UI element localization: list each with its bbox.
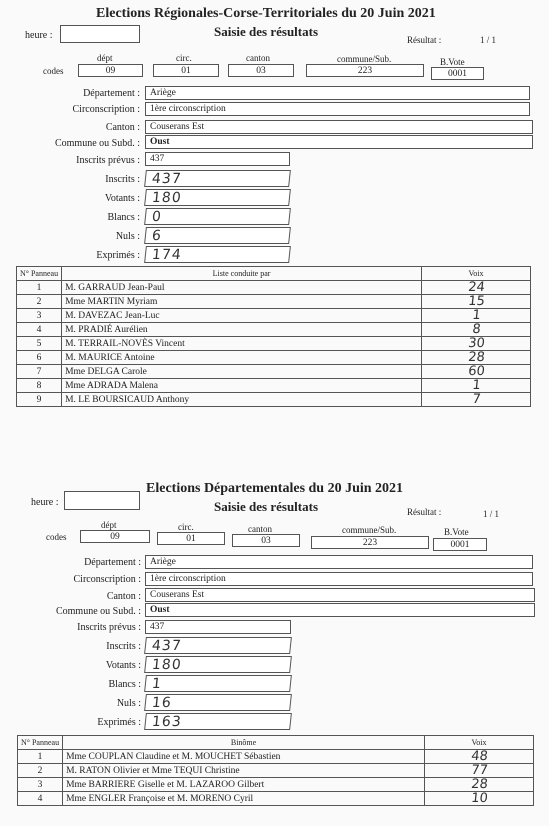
page-subtitle: Saisie des résultats [214,24,318,39]
voix-value[interactable]: 7 [421,393,531,407]
commune-label: commune/Sub. [342,525,397,535]
blancs-label: Blancs : [108,679,141,690]
voix-value[interactable]: 1 [421,379,531,393]
dept-field[interactable]: 09 [80,530,150,543]
table-row [18,778,534,792]
candidate-name: M. RATON Olivier et Mme TEQUI Christine [63,764,425,778]
col-voix-header: Voix [425,736,534,750]
circ-field[interactable]: 01 [153,64,219,77]
panneau-number: 1 [18,750,63,764]
departement-field[interactable]: Ariège [145,86,530,100]
col-panneau-header: N° Panneau [18,736,63,750]
codes-label: codes [46,532,67,542]
canton-name-label: Canton : [105,122,140,133]
panneau-number: 7 [17,365,62,379]
inscrits-prevus-label: Inscrits prévus : [76,155,140,166]
bvote-field[interactable]: 0001 [433,538,487,551]
blancs-label: Blancs : [107,212,140,223]
panneau-number: 1 [17,281,62,295]
col-panneau-header: N° Panneau [17,267,62,281]
commune-field[interactable]: 223 [306,64,424,77]
table-row [17,365,531,379]
commune-name-field[interactable]: Oust [145,603,535,617]
circ-label: circ. [178,522,194,532]
inscrits-prevus-field[interactable]: 437 [145,620,291,634]
canton-label: canton [246,53,270,63]
table-row [17,337,531,351]
inscrits-field[interactable]: 437 [144,170,291,187]
voix-value[interactable]: 15 [421,295,531,309]
table-row [17,309,531,323]
panneau-number: 2 [18,764,63,778]
dept-label: dépt [101,520,117,530]
inscrits-label: Inscrits : [105,174,140,185]
departement-label: Département : [84,557,141,568]
candidate-name: M. DAVEZAC Jean-Luc [62,309,422,323]
col-liste-header: Liste conduite par [62,267,422,281]
votants-label: Votants : [104,193,140,204]
circonscription-field[interactable]: 1ère circonscription [145,102,530,116]
nuls-field[interactable]: 6 [144,227,291,244]
table-row [18,750,534,764]
resultat-label: Résultat : [407,507,442,517]
candidate-name: M. TERRAIL-NOVÈS Vincent [62,337,422,351]
canton-field[interactable]: 03 [232,534,300,547]
table-row [17,323,531,337]
bvote-label: B.Vote [440,57,465,67]
candidate-name: Mme COUPLAN Claudine et M. MOUCHET Sébastien [63,750,425,764]
canton-label: canton [248,524,272,534]
panneau-number: 4 [17,323,62,337]
voix-value[interactable]: 30 [421,337,531,351]
inscrits-prevus-label: Inscrits prévus : [77,622,141,633]
exprimes-field[interactable]: 163 [144,713,292,730]
voix-value[interactable]: 10 [424,792,534,806]
blancs-field[interactable]: 1 [144,675,292,692]
dept-field[interactable]: 09 [78,64,143,77]
votants-field[interactable]: 180 [144,189,291,206]
col-voix-header: Voix [422,267,531,281]
nuls-label: Nuls : [116,698,141,709]
departement-field[interactable]: Ariège [145,555,533,569]
page-counter: 1 / 1 [483,509,500,519]
page-subtitle: Saisie des résultats [214,499,318,514]
canton-name-field[interactable]: Couserans Est [145,120,533,134]
departementales-results-table [17,735,534,806]
table-row [18,764,534,778]
panneau-number: 8 [17,379,62,393]
nuls-label: Nuls : [115,231,140,242]
voix-value[interactable]: 60 [421,365,531,379]
voix-value[interactable]: 28 [421,351,531,365]
page-title: Elections Départementales du 20 Juin 2021 [146,481,404,496]
candidate-name: M. PRADIÉ Aurélien [62,323,422,337]
candidate-name: Mme ENGLER Françoise et M. MORENO Cyril [63,792,425,806]
candidate-name: M. MAURICE Antoine [62,351,422,365]
panneau-number: 4 [18,792,63,806]
heure-label: heure : [25,30,53,41]
votants-field[interactable]: 180 [144,656,292,673]
table-row [17,379,531,393]
codes-label: codes [43,66,64,76]
circonscription-field[interactable]: 1ère circonscription [145,572,533,586]
heure-field[interactable] [64,491,140,510]
canton-name-field[interactable]: Couserans Est [145,588,535,602]
candidate-name: M. GARRAUD Jean-Paul [62,281,422,295]
canton-name-label: Canton : [106,591,141,602]
circ-label: circ. [176,53,192,63]
voix-value[interactable]: 28 [424,778,534,792]
inscrits-label: Inscrits : [106,641,141,652]
candidate-name: Mme BARRIERE Giselle et M. LAZAROO Gilbert [63,778,425,792]
canton-field[interactable]: 03 [228,64,294,77]
bvote-label: B.Vote [444,527,469,537]
panneau-number: 2 [17,295,62,309]
circonscription-label: Circonscription : [73,574,141,585]
nuls-field[interactable]: 16 [144,694,292,711]
commune-name-label: Commune ou Subd. : [54,138,140,149]
candidate-name: M. LE BOURSICAUD Anthony [62,393,422,407]
exprimes-field[interactable]: 174 [144,246,291,263]
votants-label: Votants : [105,660,141,671]
voix-value[interactable]: 1 [421,309,531,323]
commune-name-field[interactable]: Oust [145,135,533,149]
regionales-results-table [16,266,531,407]
panneau-number: 9 [17,393,62,407]
table-row [18,792,534,806]
panneau-number: 3 [17,309,62,323]
departement-label: Département : [83,88,140,99]
table-row [17,281,531,295]
dept-label: dépt [97,53,113,63]
voix-value[interactable]: 8 [421,323,531,337]
candidate-name: Mme DELGA Carole [62,365,422,379]
candidate-name: Mme MARTIN Myriam [62,295,422,309]
resultat-label: Résultat : [407,35,442,45]
page-title: Elections Régionales-Corse-Territoriales du 20 Juin 2021 [96,6,436,21]
commune-label: commune/Sub. [337,54,392,64]
voix-value[interactable]: 24 [421,281,531,295]
commune-name-label: Commune ou Subd. : [55,606,141,617]
voix-value[interactable]: 48 [424,750,534,764]
panneau-number: 3 [18,778,63,792]
panneau-number: 6 [17,351,62,365]
table-row [17,351,531,365]
candidate-name: Mme ADRADA Malena [62,379,422,393]
table-row [17,393,531,407]
panneau-number: 5 [17,337,62,351]
inscrits-field[interactable]: 437 [144,637,292,654]
col-binome-header: Binôme [63,736,425,750]
voix-value[interactable]: 77 [424,764,534,778]
bvote-field[interactable]: 0001 [431,67,484,80]
exprimes-label: Exprimés : [97,717,141,728]
heure-label: heure : [31,497,59,508]
exprimes-label: Exprimés : [96,250,140,261]
commune-field[interactable]: 223 [311,536,429,549]
inscrits-prevus-field[interactable]: 437 [145,152,290,166]
page-counter: 1 / 1 [480,35,497,45]
table-row [17,295,531,309]
blancs-field[interactable]: 0 [144,208,291,225]
circ-field[interactable]: 01 [157,532,225,545]
heure-field[interactable] [60,25,140,43]
circonscription-label: Circonscription : [72,104,140,115]
